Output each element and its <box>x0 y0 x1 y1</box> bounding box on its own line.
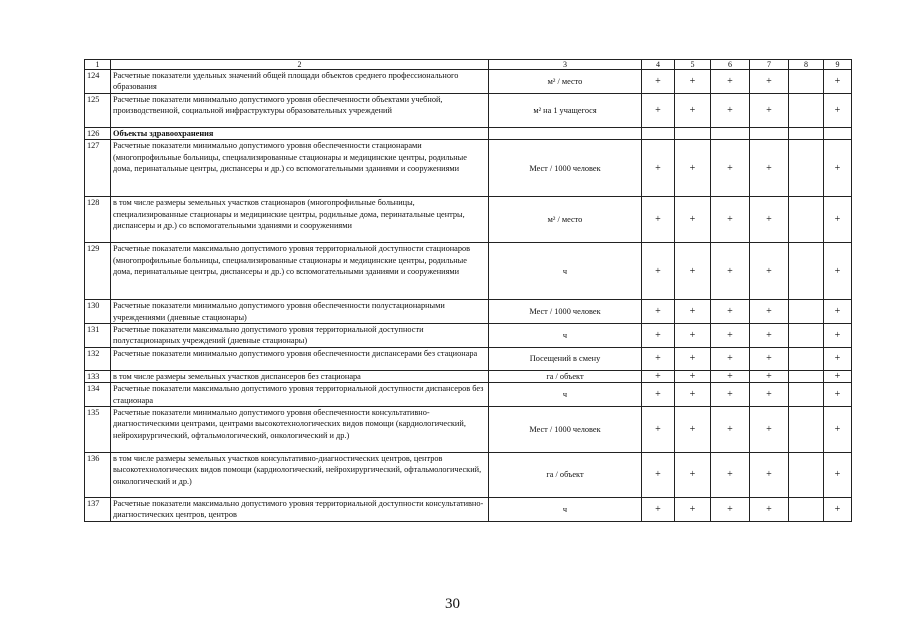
header-cell: 8 <box>789 60 824 70</box>
mark-cell <box>789 140 824 197</box>
mark-cell <box>789 383 824 407</box>
row-number: 135 <box>85 407 111 453</box>
mark-cell: + <box>675 324 711 348</box>
mark-cell: + <box>750 140 789 197</box>
mark-cell <box>642 127 675 139</box>
mark-cell: + <box>824 70 852 94</box>
mark-cell: + <box>675 243 711 300</box>
mark-cell: + <box>824 197 852 243</box>
row-number: 127 <box>85 140 111 197</box>
indicator-name: Расчетные показатели максимально допустимого уровня территориальной доступности диспансеров без стационара <box>111 383 489 407</box>
mark-cell: + <box>824 453 852 498</box>
unit-cell: м² на 1 учащегося <box>489 93 642 127</box>
mark-cell: + <box>642 93 675 127</box>
mark-cell: + <box>675 370 711 382</box>
mark-cell: + <box>711 140 750 197</box>
mark-cell: + <box>711 243 750 300</box>
mark-cell <box>675 127 711 139</box>
mark-cell: + <box>824 498 852 522</box>
row-number: 129 <box>85 243 111 300</box>
mark-cell: + <box>642 70 675 94</box>
mark-cell: + <box>711 300 750 324</box>
mark-cell: + <box>675 347 711 370</box>
row-number: 131 <box>85 324 111 348</box>
mark-cell: + <box>675 407 711 453</box>
mark-cell: + <box>750 197 789 243</box>
header-cell: 2 <box>111 60 489 70</box>
table-row <box>85 197 852 243</box>
row-number: 136 <box>85 453 111 498</box>
indicator-name: Расчетные показатели максимально допустимого уровня территориальной доступности стационаров (многопрофильные больницы, специализированные стационары и медицинские центры, родильные дома, перинатальные центры, диспансеры и др.) со вспомогательными зданиями и сооружениями <box>111 243 489 300</box>
document-page <box>84 59 852 522</box>
indicator-name: Расчетные показатели минимально допустимого уровня обеспеченности стационарами (многопрофильные больницы, специализированные стационары и медицинские центры, родильные дома, перинатальные центры, диспансеры и др.) со вспомогательными зданиями и сооружениями <box>111 140 489 197</box>
table-row <box>85 93 852 127</box>
mark-cell: + <box>824 324 852 348</box>
mark-cell <box>789 498 824 522</box>
mark-cell <box>789 347 824 370</box>
table-row <box>85 127 852 139</box>
unit-cell: ч <box>489 498 642 522</box>
mark-cell: + <box>642 243 675 300</box>
row-number: 124 <box>85 70 111 94</box>
unit-cell: ч <box>489 383 642 407</box>
mark-cell: + <box>711 70 750 94</box>
mark-cell <box>789 93 824 127</box>
unit-cell: ч <box>489 243 642 300</box>
mark-cell: + <box>750 324 789 348</box>
table-row <box>85 300 852 324</box>
mark-cell: + <box>824 140 852 197</box>
mark-cell: + <box>675 70 711 94</box>
mark-cell: + <box>750 407 789 453</box>
row-number: 130 <box>85 300 111 324</box>
unit-cell: га / объект <box>489 370 642 382</box>
indicator-name: Расчетные показатели минимально допустимого уровня обеспеченности полустационарными учреждениями (дневные стационары) <box>111 300 489 324</box>
row-number: 133 <box>85 370 111 382</box>
mark-cell: + <box>750 243 789 300</box>
mark-cell: + <box>711 347 750 370</box>
mark-cell: + <box>824 407 852 453</box>
indicator-name: Расчетные показатели минимально допустимого уровня обеспеченности объектами учебной, производственной, социальной инфраструктуры образовательных учреждений <box>111 93 489 127</box>
unit-cell: м² / место <box>489 70 642 94</box>
mark-cell <box>789 324 824 348</box>
row-number: 125 <box>85 93 111 127</box>
table-row <box>85 324 852 348</box>
mark-cell: + <box>642 300 675 324</box>
unit-cell: Мест / 1000 человек <box>489 300 642 324</box>
mark-cell: + <box>824 243 852 300</box>
mark-cell: + <box>642 383 675 407</box>
mark-cell: + <box>675 140 711 197</box>
mark-cell: + <box>711 93 750 127</box>
table-row <box>85 243 852 300</box>
unit-cell: Мест / 1000 человек <box>489 407 642 453</box>
page-number: 30 <box>445 596 460 612</box>
table-row <box>85 453 852 498</box>
mark-cell: + <box>824 383 852 407</box>
mark-cell <box>789 300 824 324</box>
mark-cell: + <box>642 453 675 498</box>
mark-cell: + <box>750 347 789 370</box>
mark-cell: + <box>675 383 711 407</box>
mark-cell: + <box>675 93 711 127</box>
mark-cell <box>789 70 824 94</box>
mark-cell: + <box>711 453 750 498</box>
header-cell: 1 <box>85 60 111 70</box>
mark-cell: + <box>711 370 750 382</box>
mark-cell: + <box>675 453 711 498</box>
unit-cell <box>489 127 642 139</box>
mark-cell: + <box>642 498 675 522</box>
mark-cell: + <box>642 324 675 348</box>
mark-cell: + <box>675 300 711 324</box>
row-number: 134 <box>85 383 111 407</box>
table-row <box>85 70 852 94</box>
mark-cell: + <box>750 383 789 407</box>
header-row <box>85 60 852 70</box>
mark-cell: + <box>750 300 789 324</box>
unit-cell: Мест / 1000 человек <box>489 140 642 197</box>
mark-cell: + <box>711 407 750 453</box>
mark-cell <box>789 370 824 382</box>
row-number: 132 <box>85 347 111 370</box>
mark-cell: + <box>642 347 675 370</box>
mark-cell <box>711 127 750 139</box>
unit-cell: Посещений в смену <box>489 347 642 370</box>
unit-cell: га / объект <box>489 453 642 498</box>
mark-cell: + <box>642 370 675 382</box>
mark-cell: + <box>750 370 789 382</box>
row-number: 137 <box>85 498 111 522</box>
header-cell: 6 <box>711 60 750 70</box>
mark-cell: + <box>750 498 789 522</box>
row-number: 126 <box>85 127 111 139</box>
mark-cell: + <box>711 197 750 243</box>
mark-cell <box>789 243 824 300</box>
table-row <box>85 383 852 407</box>
table-row <box>85 140 852 197</box>
header-cell: 4 <box>642 60 675 70</box>
mark-cell <box>789 197 824 243</box>
mark-cell <box>789 407 824 453</box>
mark-cell: + <box>711 324 750 348</box>
indicator-name: в том числе размеры земельных участков стационаров (многопрофильные больницы, специализированные стационары и медицинские центры, родильные дома, перинатальные центры, диспансеры и др.) со вспомогательными зданиями и сооружениями <box>111 197 489 243</box>
row-number: 128 <box>85 197 111 243</box>
section-title: Объекты здравоохранения <box>111 127 489 139</box>
indicator-name: Расчетные показатели максимально допустимого уровня территориальной доступности консультативно-диагностических центров, центров <box>111 498 489 522</box>
mark-cell: + <box>711 383 750 407</box>
mark-cell: + <box>675 498 711 522</box>
header-cell: 9 <box>824 60 852 70</box>
table-row <box>85 370 852 382</box>
mark-cell: + <box>824 347 852 370</box>
mark-cell <box>789 453 824 498</box>
mark-cell: + <box>824 370 852 382</box>
unit-cell: м² / место <box>489 197 642 243</box>
mark-cell <box>750 127 789 139</box>
indicator-name: в том числе размеры земельных участков диспансеров без стационара <box>111 370 489 382</box>
header-cell: 7 <box>750 60 789 70</box>
mark-cell: + <box>675 197 711 243</box>
mark-cell <box>824 127 852 139</box>
mark-cell: + <box>824 93 852 127</box>
table-row <box>85 347 852 370</box>
header-cell: 5 <box>675 60 711 70</box>
indicator-name: Расчетные показатели удельных значений общей площади объектов среднего профессионального образования <box>111 70 489 94</box>
table-row <box>85 407 852 453</box>
mark-cell: + <box>750 93 789 127</box>
indicator-name: Расчетные показатели максимально допустимого уровня территориальной доступности полустационарных учреждений (дневные стационары) <box>111 324 489 348</box>
header-cell: 3 <box>489 60 642 70</box>
table-row <box>85 498 852 522</box>
mark-cell: + <box>711 498 750 522</box>
mark-cell: + <box>642 140 675 197</box>
unit-cell: ч <box>489 324 642 348</box>
norms-table <box>84 59 852 522</box>
indicator-name: Расчетные показатели минимально допустимого уровня обеспеченности диспансерами без стационара <box>111 347 489 370</box>
mark-cell: + <box>642 197 675 243</box>
indicator-name: Расчетные показатели минимально допустимого уровня обеспеченности консультативно-диагностическими центрами, центрами высокотехнологических видов помощи (кардиологический, нейрохирургический, офтальмологический, онкологический и др.) <box>111 407 489 453</box>
indicator-name: в том числе размеры земельных участков консультативно-диагностических центров, центров высокотехнологических видов помощи (кардиологический, нейрохирургический, офтальмологический, онкологический и др.) <box>111 453 489 498</box>
mark-cell <box>789 127 824 139</box>
mark-cell: + <box>750 70 789 94</box>
mark-cell: + <box>750 453 789 498</box>
mark-cell: + <box>642 407 675 453</box>
mark-cell: + <box>824 300 852 324</box>
